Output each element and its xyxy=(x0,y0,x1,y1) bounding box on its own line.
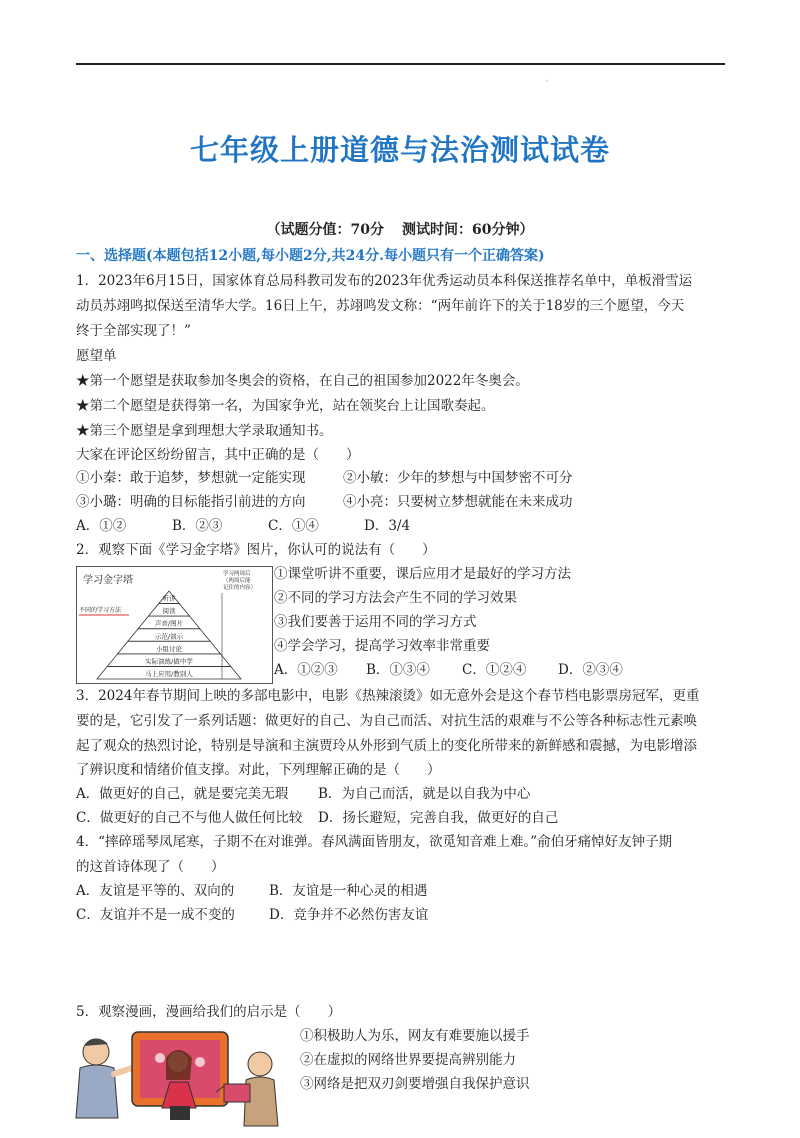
q3-stem-line: 起了观众的热烈讨论，特别是导演和主演贾玲从外形到气质上的变化所带来的新鲜感和震撼，为电影增添 xyxy=(76,738,697,754)
pyramid-level-label: 阅读 xyxy=(162,607,176,616)
pyramid-level-label: 听讲 xyxy=(162,594,176,603)
pyramid-level-label: 马上应用/教别人 xyxy=(145,670,193,678)
pyramid-level-label: 示范/演示 xyxy=(154,632,184,641)
q2-option-c: C．①②④ xyxy=(462,662,527,678)
q3-stem-line: 3．2024年春节期间上映的多部电影中，电影《热辣滚烫》如无意外会是这个春节档电影票房冠军，更重 xyxy=(76,688,700,704)
q1-stem-line: 动员苏翊鸣拟保送至清华大学。16日上午，苏翊鸣发文称：“两年前许下的关于18岁的三个愿望，今天 xyxy=(76,298,685,314)
q2-statement: ②不同的学习方法会产生不同的学习效果 xyxy=(274,590,517,606)
q1-stem-line: 愿望单 xyxy=(76,348,117,364)
pyramid-side-label: 不同的学习方法 xyxy=(79,607,122,614)
q1-option-a: A．①② xyxy=(76,518,127,534)
q2-option-b: B．①③④ xyxy=(366,662,430,678)
q4-option-b: B．友谊是一种心灵的相遇 xyxy=(269,883,428,899)
q3-option-a: A．做更好的自己，就是要完美无瑕 xyxy=(76,786,289,802)
q2-statement: ①课堂听讲不重要，课后应用才是最好的学习方法 xyxy=(274,566,571,582)
q1-statement: ③小璐：明确的目标能指引前进的方向 xyxy=(76,494,306,510)
q1-option-d: D．3/4 xyxy=(364,518,411,534)
q4-option-c: C．友谊并不是一成不变的 xyxy=(76,907,235,923)
pyramid-level-label: 声音/图片 xyxy=(154,619,184,628)
q5-stem: 5．观察漫画，漫画给我们的启示是（ ） xyxy=(76,1004,342,1020)
header-rule xyxy=(76,63,725,65)
pyramid-diagram xyxy=(77,567,272,683)
q1-stem-line: 大家在评论区纷纷留言，其中正确的是（ ） xyxy=(76,447,360,463)
q1-stem-line: 1．2023年6月15日，国家体育总局科教司发布的2023年优秀运动员本科保送推荐名单中，单板滑雪运 xyxy=(76,273,693,289)
q1-option-c: C．①④ xyxy=(268,518,319,534)
q5-statement: ③网络是把双刃剑要增强自我保护意识 xyxy=(300,1076,530,1092)
q4-stem-line: 4．“摔碎瑶琴凤尾寒，子期不在对谁弹。春风满面皆朋友，欲觅知音难上难。”俞伯牙痛悼好友钟子期 xyxy=(76,834,673,850)
q2-stem: 2．观察下面《学习金字塔》图片，你认可的说法有（ ） xyxy=(76,542,436,558)
internet-cartoon-image xyxy=(74,1022,296,1134)
q5-statement: ①积极助人为乐，网友有难要施以援手 xyxy=(300,1028,530,1044)
q2-option-d: D．②③④ xyxy=(558,662,623,678)
q2-statement: ③我们要善于运用不同的学习方式 xyxy=(274,614,477,630)
q1-stem-line: ★第三个愿望是拿到理想大学录取通知书。 xyxy=(76,423,333,439)
score-info: （试题分值：70分 xyxy=(266,222,384,238)
q3-option-d: D．扬长避短，完善自我，做更好的自己 xyxy=(318,810,559,826)
q3-stem-line: 了辨识度和情绪价值支撑。对此，下列理解正确的是（ ） xyxy=(76,762,441,778)
q2-statement: ④学会学习，提高学习效率非常重要 xyxy=(274,638,490,654)
q1-statement: ④小亮：只要树立梦想就能在未来成功 xyxy=(343,494,573,510)
q1-stem-line: ★第二个愿望是获得第一名，为国家争光，站在领奖台上让国歌奏起。 xyxy=(76,398,495,414)
q4-stem-line: 的这首诗体现了（ ） xyxy=(76,859,225,875)
q3-stem-line: 要的是，它引发了一系列话题：做更好的自己、为自己而活、对抗生活的艰难与不公等各种标志性元素唤 xyxy=(76,713,697,729)
learning-pyramid-figure xyxy=(76,566,273,684)
q1-statement: ②小敏：少年的梦想与中国梦密不可分 xyxy=(343,470,573,486)
exam-info xyxy=(0,219,800,239)
q1-stem-line: ★第一个愿望是获取参加冬奥会的资格，在自己的祖国参加2022年冬奥会。 xyxy=(76,373,529,389)
pyramid-right-label: 记住的内容） xyxy=(223,585,257,591)
q1-stem-line: 终于全部实现了！” xyxy=(76,323,191,339)
pyramid-title: 学习金字塔 xyxy=(83,575,133,586)
q5-statement: ②在虚拟的网络世界要提高辨别能力 xyxy=(300,1052,516,1068)
header-dot: 。 xyxy=(546,76,553,83)
q1-option-b: B．②③ xyxy=(172,518,223,534)
q3-option-c: C．做更好的自己不与他人做任何比较 xyxy=(76,810,303,826)
pyramid-right-label: 学习两周后 xyxy=(223,571,251,577)
pyramid-level-label: 实际演练/做中学 xyxy=(145,657,193,666)
q4-option-a: A．友谊是平等的、双向的 xyxy=(76,883,235,899)
q1-statement: ①小秦：敢于追梦，梦想就一定能实现 xyxy=(76,470,306,486)
q4-option-d: D．竞争并不必然伤害友谊 xyxy=(269,907,429,923)
time-info: 测试时间：60分钟） xyxy=(402,222,534,238)
section-heading: 一、选择题(本题包括12小题,每小题2分,共24分.每小题只有一个正确答案) xyxy=(76,248,545,264)
q3-option-b: B．为自己而活，就是以自我为中心 xyxy=(318,786,531,802)
pyramid-right-label: （两周后能 xyxy=(223,578,251,584)
page-title: 七年级上册道德与法治测试试卷 xyxy=(189,133,610,167)
q2-option-a: A．①②③ xyxy=(274,662,338,678)
pyramid-level-label: 小组讨论 xyxy=(156,644,182,653)
